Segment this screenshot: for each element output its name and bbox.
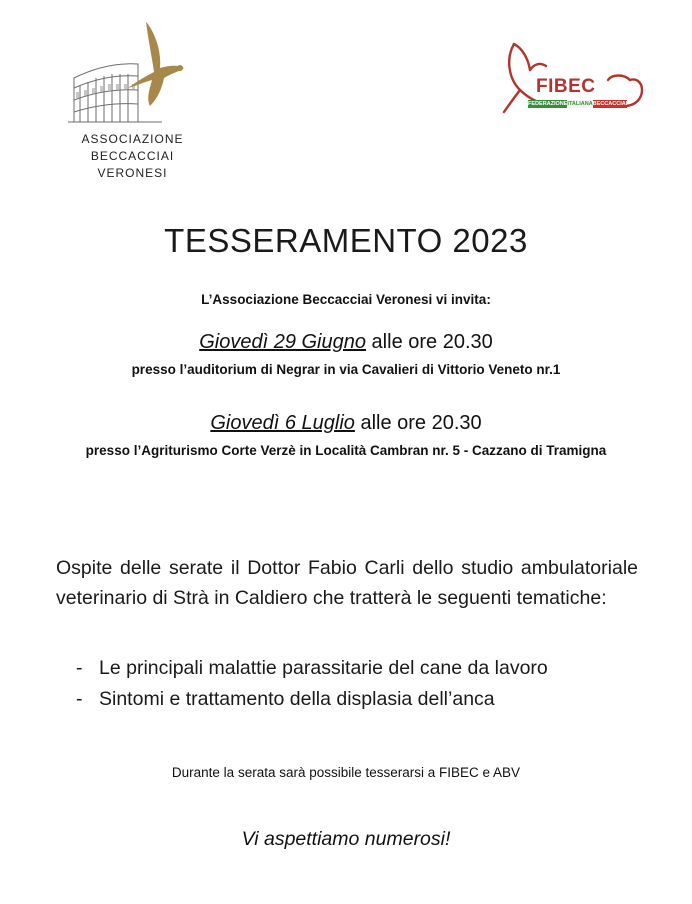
event-1-time: alle ore 20.30: [366, 331, 493, 353]
association-logo: [40, 18, 225, 180]
event-1-datetime: [0, 331, 692, 354]
fibec-wordmark: FIBEC: [536, 76, 596, 97]
fibec-logo: [492, 14, 652, 154]
closing-line: Vi aspettiamo numerosi!: [241, 828, 451, 850]
event-2-datetime: [0, 412, 692, 435]
strip-green: FEDERAZIONE: [528, 101, 568, 107]
association-name: [40, 131, 225, 182]
event-2-time: alle ore 20.30: [354, 412, 482, 434]
event-1-date: Giovedì 29 Giugno: [199, 331, 366, 353]
list-item: [76, 684, 636, 715]
guest-paragraph: Ospite delle serate il Dottor Fabio Carli dello studio ambulatoriale veterinario di Strà in Caldiero che tratterà le seguenti tematiche:: [56, 557, 638, 609]
event-2-date: Giovedì 6 Luglio: [210, 412, 355, 434]
page-title: TESSERAMENTO 2023: [164, 222, 528, 259]
event-1-location: presso l’auditorium di Negrar in via Cavalieri di Vittorio Veneto nr.1: [131, 362, 561, 377]
list-item: [76, 653, 636, 684]
bullet-dash: -: [76, 688, 83, 710]
bullet-dash: -: [76, 657, 83, 679]
association-name-line2: VERONESI: [97, 166, 168, 180]
association-name-line1: ASSOCIAZIONE BECCACCIAI: [81, 132, 184, 163]
strip-white: ITALIANA: [567, 101, 593, 107]
event-2-location: presso l’Agriturismo Corte Verzè in Località Cambran nr. 5 - Cazzano di Tramigna: [85, 443, 607, 458]
strip-red: BECCACCIAI: [592, 101, 628, 107]
invite-line: L’Associazione Beccacciai Veronesi vi invita:: [201, 292, 491, 307]
fibec-tricolor-strip: [528, 100, 626, 108]
colosseum-with-bird-icon: [66, 18, 196, 126]
topics-list: [76, 653, 636, 715]
topic-text: Le principali malattie parassitarie del cane da lavoro: [99, 657, 548, 679]
topic-text: Sintomi e trattamento della displasia dell’anca: [99, 688, 495, 710]
membership-note: Durante la serata sarà possibile tesserarsi a FIBEC e ABV: [171, 765, 521, 780]
